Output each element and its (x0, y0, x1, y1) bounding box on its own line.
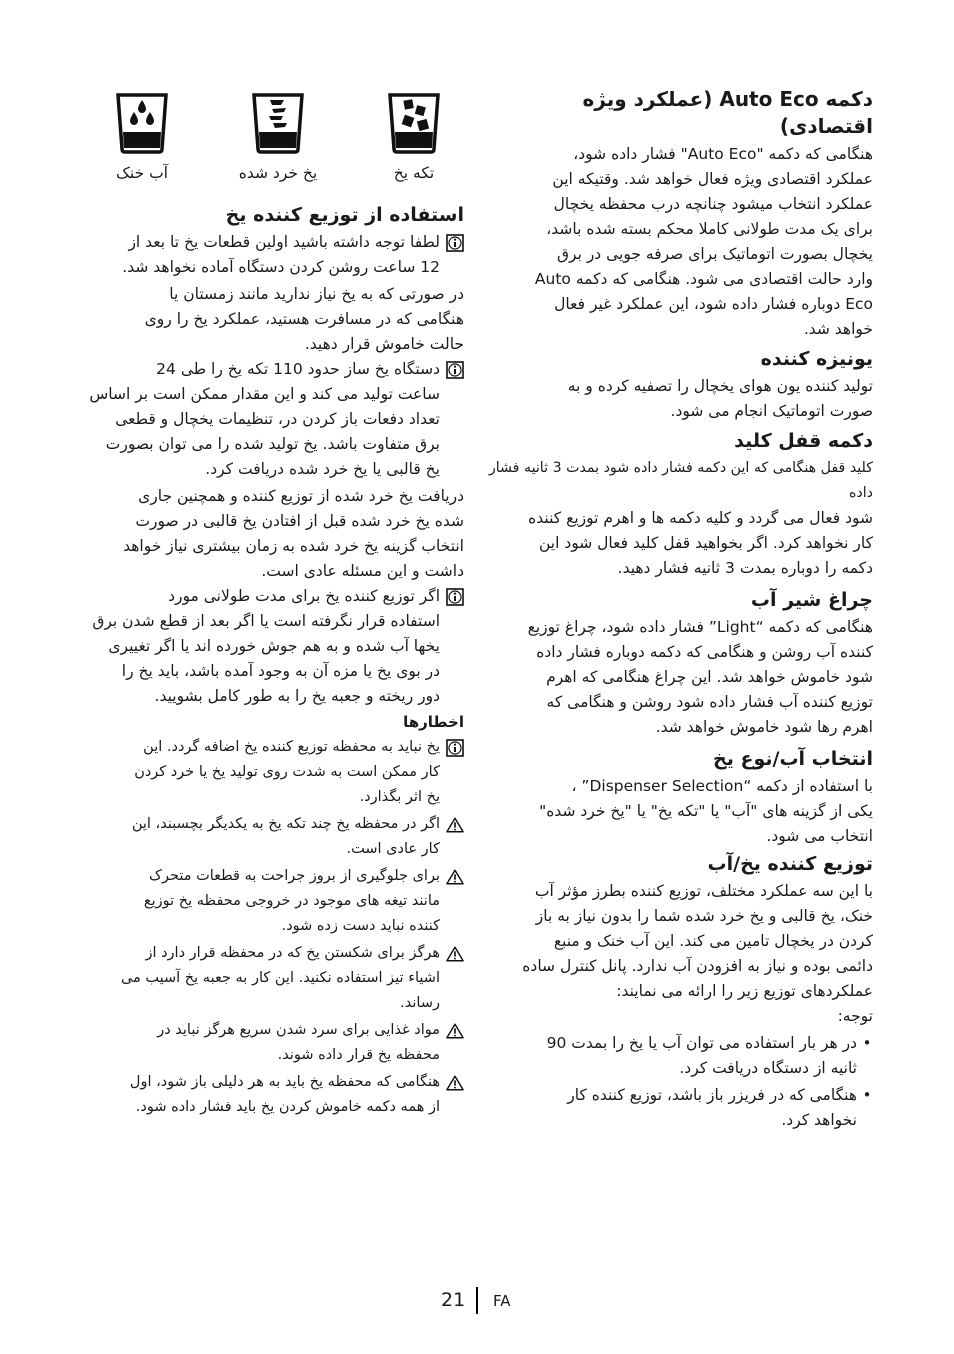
warning-icon (446, 1022, 464, 1040)
info-note (86, 230, 464, 280)
page-number: 21 (441, 1289, 466, 1311)
body-line: عملکردهای توزیع زیر را ارائه می نمایند: (616, 982, 873, 1000)
warning-item (86, 864, 464, 939)
body-line: صورت اتوماتیک انجام می شود. (670, 402, 873, 420)
info-note (86, 357, 464, 482)
body-line: یخها آب شده و به هم جوش خورده اند یا اگر تغییری (108, 637, 440, 655)
body-line: کار نخواهد کرد. اگر بخواهید قفل کلید فعال شود این (539, 534, 873, 552)
crushed-ice-caption: یخ خرد شده (238, 164, 318, 182)
body-line: هنگامی که دکمه “Light” فشار داده شود، چراغ توزیع (527, 618, 873, 636)
body-line: وارد حالت اقتصادی می شود. هنگامی که دکمه Auto (534, 270, 873, 288)
body-line: اگر توزیع کننده یخ برای مدت طولانی مورد (168, 587, 440, 605)
body-line: کلید قفل هنگامی که این دکمه فشار داده شود بمدت 3 ثانیه فشار داده (488, 460, 873, 501)
key-lock-section (487, 428, 873, 581)
body-line: هنگامی که دکمه "Auto Eco" فشار داده شود، (573, 145, 873, 163)
body-line: خواهد شد. (803, 320, 873, 338)
ice-usage-section (86, 202, 464, 709)
body-line: لطفا توجه داشته باشید اولین قطعات یخ تا بعد از (128, 233, 440, 251)
bullet-icon: • (862, 1034, 872, 1052)
body-line: ثانیه از دستگاه دریافت کرد. (679, 1059, 857, 1077)
body-line: برای یک مدت طولانی کاملا محکم بسته شده باشد، (546, 220, 873, 238)
selection-section (487, 746, 873, 849)
body-line: با این سه عملکرد مختلف، توزیع کننده بطرز مؤثر آب (534, 882, 873, 900)
list-item (487, 1031, 873, 1081)
warning-item (86, 1070, 464, 1120)
crushed-ice-option (228, 92, 328, 184)
key-lock-body (487, 456, 873, 581)
info-icon (446, 234, 464, 252)
dispenser-section (487, 851, 873, 1133)
body-line: خنک، یخ قالبی و یخ خرد شده شما را بدون نیاز به باز (535, 907, 873, 925)
ice-cube-caption: تکه یخ (393, 164, 435, 182)
body-line: در هر بار استفاده می توان آب یا یخ را بمدت 90 (546, 1034, 857, 1052)
body-line: مواد غذایی برای سرد شدن سریع هرگز نباید در (157, 1022, 440, 1038)
warning-icon (446, 945, 464, 963)
note-label: توجه: (837, 1007, 873, 1025)
warning-item (86, 1018, 464, 1068)
body-line: اشیاء تیز استفاده نکنید. این کار به جعبه یخ آسیب می (120, 970, 440, 986)
selection-title: انتخاب آب/نوع یخ (713, 748, 873, 770)
body-line: استفاده قرار نگرفته است یا اگر بعد از قطع شدن برق (92, 612, 440, 630)
water-light-section (487, 587, 873, 740)
ice-cube-glass-icon (386, 92, 442, 154)
ice-cube-option (364, 92, 464, 184)
body-line: دستگاه یخ ساز حدود 110 تکه یخ را طی 24 (156, 360, 440, 378)
body-line: انتخاب گزینه یخ خرد شده به زمان بیشتری نیاز خواهد (123, 537, 464, 555)
body-line: توزیع کننده آب فشار داده شود روشن و هنگامی که (546, 693, 873, 711)
bullet-icon: • (862, 1086, 872, 1104)
body-line: یخ اثر بگذارد. (359, 789, 440, 805)
warning-icon (446, 816, 464, 834)
warnings-section (86, 711, 464, 1120)
right-column (487, 86, 873, 1133)
ionizer-title: یونیزه کننده (760, 348, 873, 370)
body-line: در بوی یخ یا مزه آن به وجود آمده باشد، باید یخ را (121, 662, 440, 680)
body-line: داشت و این مسئله عادی است. (261, 562, 464, 580)
body-line: ساعت تولید می کند و این مقدار ممکن است بر اساس (89, 385, 440, 403)
body-line: اهرم رها شود خاموش خواهد شد. (655, 718, 873, 736)
body-line: یخ قالبی یا یخ خرد شده دریافت کرد. (205, 460, 440, 478)
warning-item (86, 812, 464, 862)
warning-icon (446, 1074, 464, 1092)
body-line: هنگامی که در فریزر باز باشد، توزیع کننده کار (567, 1086, 857, 1104)
body-line: یخ نباید به محفظه توزیع کننده یخ اضافه گردد. این (143, 739, 440, 755)
body-line: کننده آب روشن و هنگامی که دکمه دوباره فشار داده (536, 643, 873, 661)
body-line: دریافت یخ خرد شده از توزیع کننده و همچنین جاری (138, 487, 464, 505)
ice-usage-title: استفاده از توزیع کننده یخ (225, 204, 464, 226)
body-line: کننده نباید دست زده شود. (281, 918, 440, 934)
list-item (487, 1083, 873, 1133)
body-line: کار عادی است. (346, 841, 440, 857)
body-line: تعداد دفعات باز کردن در، تنظیمات یخچال و قطعی (115, 410, 440, 428)
body-line: در صورتی که به یخ نیاز ندارید مانند زمستان یا (169, 285, 464, 303)
body-line: شود فعال می گردد و کلیه دکمه ها و اهرم توزیع کننده (528, 509, 873, 527)
key-lock-title: دکمه قفل کلید (734, 430, 873, 452)
info-icon (446, 588, 464, 606)
body-line: اگر در محفظه یخ چند تکه یخ به یکدیگر بچسبند، این (131, 816, 440, 832)
body-line: شود خاموش خواهد شد. این چراغ هنگامی که اهرم (546, 668, 873, 686)
info-icon (446, 739, 464, 757)
body-line: یخچال بصورت اتوماتیک برای صرفه جویی در برق (557, 245, 873, 263)
body-line: انتخاب می شود. (766, 827, 873, 845)
water-option (92, 92, 192, 184)
body-line: از همه دکمه خاموش کردن یخ باید فشار داده شود. (135, 1099, 440, 1115)
body-line: هنگامی که محفظه یخ باید به هر دلیلی باز شود، اول (129, 1074, 440, 1090)
language-code: FA (493, 1292, 511, 1310)
body-line: تولید کننده یون هوای یخچال را تصفیه کرده و به (567, 377, 873, 395)
footer-divider (476, 1287, 478, 1314)
warning-item (86, 735, 464, 810)
body-line: Eco دوباره فشار داده شود، این عملکرد غیر فعال (554, 295, 873, 313)
warnings-title: اخطارها (403, 713, 464, 731)
body-line: دکمه را دوباره بمدت 3 ثانیه فشار دهید. (617, 559, 873, 577)
dispenser-title: توزیع کننده یخ/آب (707, 853, 873, 875)
info-icon (446, 361, 464, 379)
body-line: کار ممکن است به شدت روی تولید یخ یا خرد کردن (134, 764, 440, 780)
body-line: هنگامی که در مسافرت هستید، عملکرد یخ را روی (144, 310, 464, 328)
body-line: محفظه یخ قرار داده شوند. (277, 1047, 440, 1063)
left-column (86, 92, 464, 1122)
water-glass-icon (114, 92, 170, 154)
body-line: برای جلوگیری از بروز جراحت به قطعات متحرک (148, 868, 440, 884)
body-line: یکی از گزینه های "آب" یا "تکه یخ" یا "یخ خرد شده" (539, 802, 873, 820)
usage-paragraph (86, 484, 464, 584)
body-line: دائمی بوده و نیاز به افزودن آب ندارد. پانل کنترل ساده (522, 957, 873, 975)
body-line: هرگز برای شکستن یخ که در محفظه قرار دارد از (145, 945, 440, 961)
page-footer (430, 1287, 530, 1317)
warning-item (86, 941, 464, 1016)
water-light-title: چراغ شیر آب (750, 589, 873, 611)
body-line: با استفاده از دکمه “Dispenser Selection” ، (571, 777, 873, 795)
body-line: شده یخ خرد شده قبل از افتادن یخ قالبی در صورت (135, 512, 464, 530)
auto-eco-section (487, 86, 873, 342)
warning-icon (446, 868, 464, 886)
body-line: دور ریخته و جعبه یخ را به طور کامل بشویید. (154, 687, 440, 705)
auto-eco-body (487, 142, 873, 342)
usage-paragraph (86, 282, 464, 357)
body-line: 12 ساعت روشن کردن دستگاه آماده نخواهد شد. (122, 258, 440, 276)
body-line: عملکرد اقتصادی ویژه فعال خواهد شد. وقتیکه این (552, 170, 873, 188)
water-caption: آب خنک (116, 164, 168, 182)
crushed-ice-glass-icon (250, 92, 306, 154)
body-line: کردن در یخچال تامین می کند. این آب خنک و منبع (553, 932, 873, 950)
auto-eco-title: دکمه Auto Eco (عملکرد ویژه اقتصادی) (582, 87, 873, 138)
ionizer-section (487, 346, 873, 424)
body-line: عملکرد انتخاب میشود چنانچه درب محفظه یخچال (553, 195, 873, 213)
body-line: نخواهد کرد. (781, 1111, 857, 1129)
body-line: برق متفاوت باشد. یخ تولید شده را می توان بصورت (105, 435, 440, 453)
dispenser-icons (92, 92, 464, 184)
body-line: رساند. (400, 995, 440, 1011)
body-line: مانند تیغه های موجود در خروجی محفظه یخ توزیع (143, 893, 440, 909)
info-note (86, 584, 464, 709)
body-line: حالت خاموش قرار دهید. (304, 335, 464, 353)
